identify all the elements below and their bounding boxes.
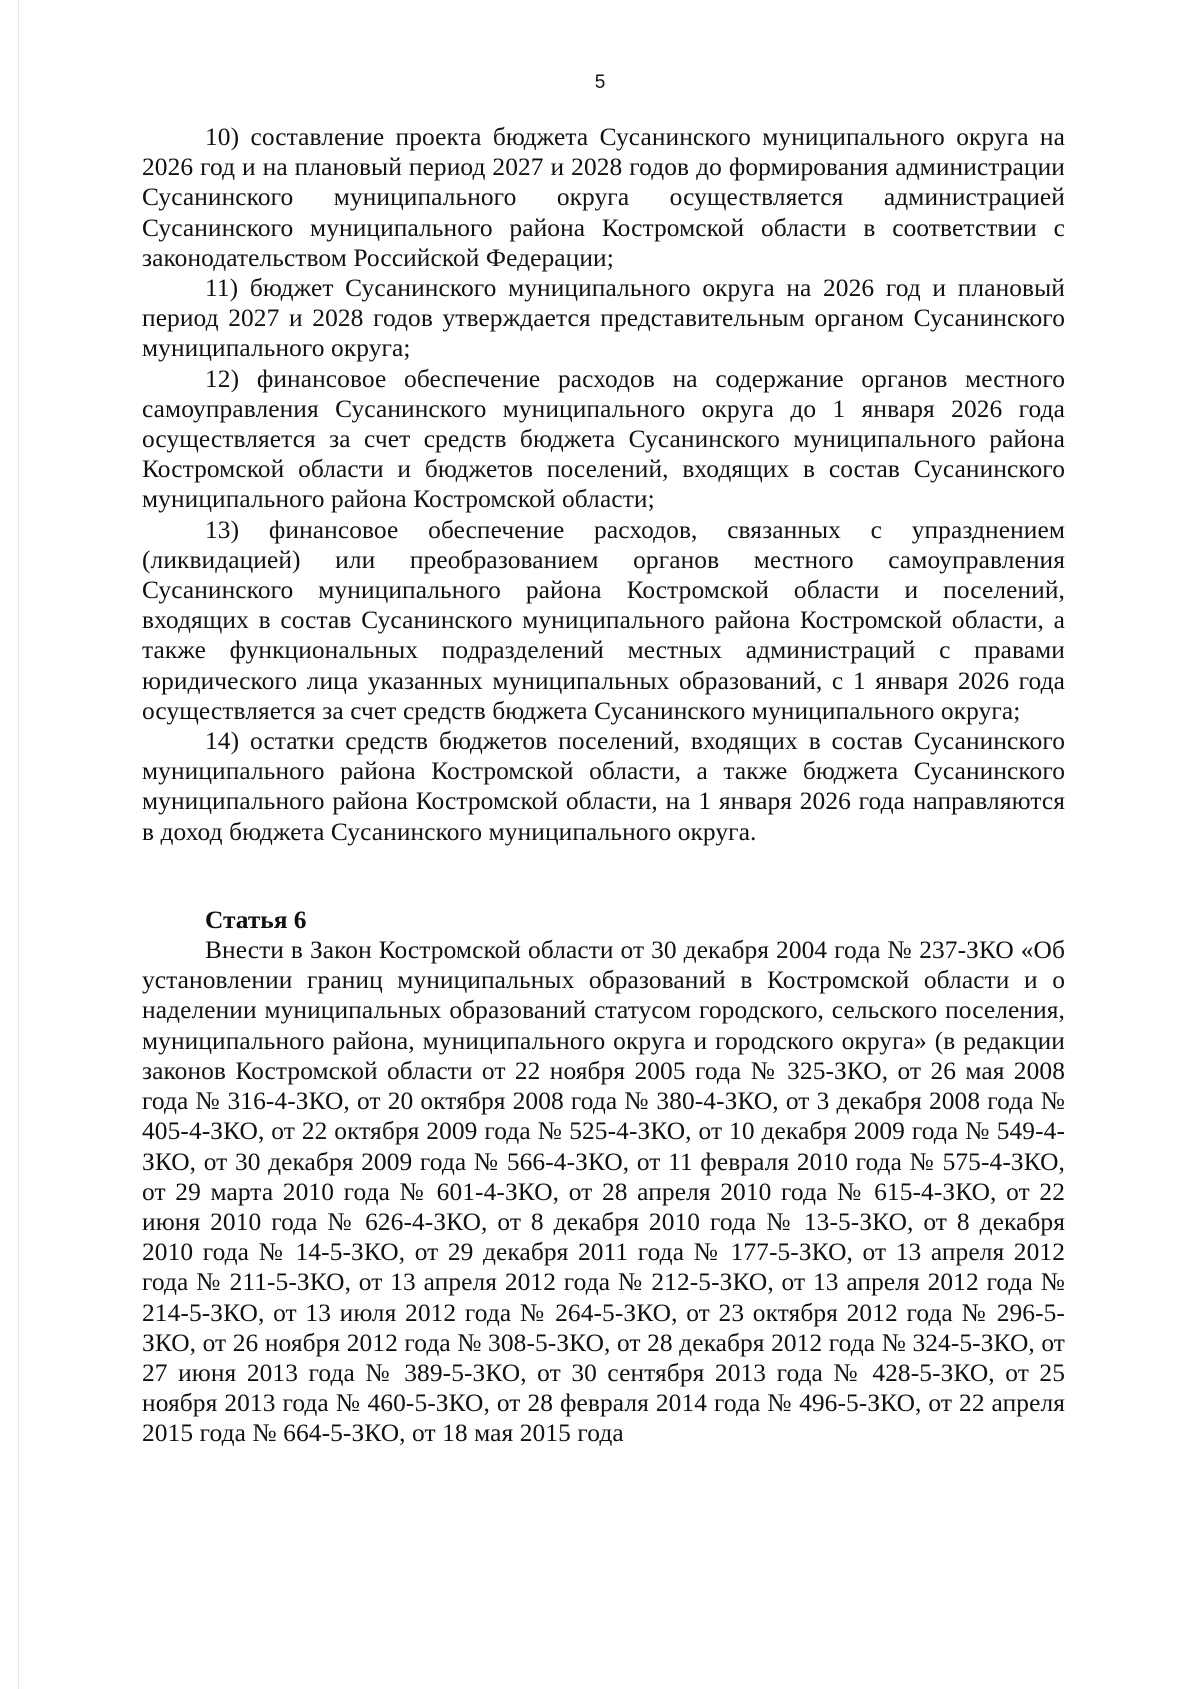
article-6-text: Внести в Закон Костромской области от 30 декабря 2004 года № 237-ЗКО «Об установлении границ муниципальных образований в Костромской области и о наделении муниципальных образований статусом городского, сельского поселения, муниципального района, муниципального округа и городского округа» (в редакции законов Костромской области от 22 ноября 2005 года № 325-ЗКО, от 26 мая 2008 года № 316-4-ЗКО, от 20 октября 2008 года № 380-4-ЗКО, от 3 декабря 2008 года № 405-4-ЗКО, от 22 октября 2009 года № 525-4-ЗКО, от 10 декабря 2009 года № 549-4-ЗКО, от 30 декабря 2009 года № 566-4-ЗКО, от 11 февраля 2010 года № 575-4-ЗКО, от 29 марта 2010 года № 601-4-ЗКО, от 28 апреля 2010 года № 615-4-ЗКО, от 22 июня 2010 года № 626-4-ЗКО, от 8 декабря 2010 года № 13-5-ЗКО, от 8 декабря 2010 года № 14-5-ЗКО, от 29 декабря 2011 года № 177-5-ЗКО, от 13 апреля 2012 года № 211-5-ЗКО, от 13 апреля 2012 года № 212-5-ЗКО, от 13 апреля 2012 года № 214-5-ЗКО, от 13 июля 2012 года № 264-5-ЗКО, от 23 октября 2012 года № 296-5-ЗКО, от 26 ноября 2012 года № 308-5-ЗКО, от 28 декабря 2012 года № 324-5-ЗКО, от 27 июня 2013 года № 389-5-ЗКО, от 30 сентября 2013 года № 428-5-ЗКО, от 25 ноября 2013 года № 460-5-ЗКО, от 28 февраля 2014 года № 496-5-ЗКО, от 22 апреля 2015 года № 664-5-ЗКО, от 18 мая 2015 года (142, 936, 1065, 1448)
item-10-paragraph: 10) составление проекта бюджета Сусанинского муниципального округа на 2026 год и на плановый период 2027 и 2028 годов до формирования администрации Сусанинского муниципального округа осуществляется администрацией Сусанинского муниципального района Костромской области в соответствии с законодательством Российской Федерации; (142, 123, 1065, 272)
item-11-paragraph: 11) бюджет Сусанинского муниципального округа на 2026 год и плановый период 2027 и 2028 годов утверждается представительным органом Сусанинского муниципального округа; (142, 274, 1065, 363)
document-body (142, 122, 1065, 1449)
item-14-paragraph: 14) остатки средств бюджетов поселений, входящих в состав Сусанинского муниципального района Костромской области, а также бюджета Сусанинского муниципального района Костромской области, на 1 января 2026 года направляются в доход бюджета Сусанинского муниципального округа. (142, 727, 1065, 846)
scan-artifact-line (18, 0, 19, 1689)
item-12-paragraph: 12) финансовое обеспечение расходов на содержание органов местного самоуправления Сусанинского муниципального округа до 1 января 2026 года осуществляется за счет средств бюджета Сусанинского муниципального района Костромской области и бюджетов поселений, входящих в состав Сусанинского муниципального района Костромской области; (142, 364, 1065, 514)
article-6-heading: Статья 6 (205, 905, 307, 934)
item-13-paragraph: 13) финансовое обеспечение расходов, связанных с упразднением (ликвидацией) или преобразованием органов местного самоуправления Сусанинского муниципального района Костромской области и поселений, входящих в состав Сусанинского муниципального района Костромской области, а также функциональных подразделений местных администраций с правами юридического лица указанных муниципальных образований, с 1 января 2026 года осуществляется за счет средств бюджета Сусанинского муниципального округа; (142, 515, 1065, 725)
page-number: 5 (594, 72, 606, 93)
